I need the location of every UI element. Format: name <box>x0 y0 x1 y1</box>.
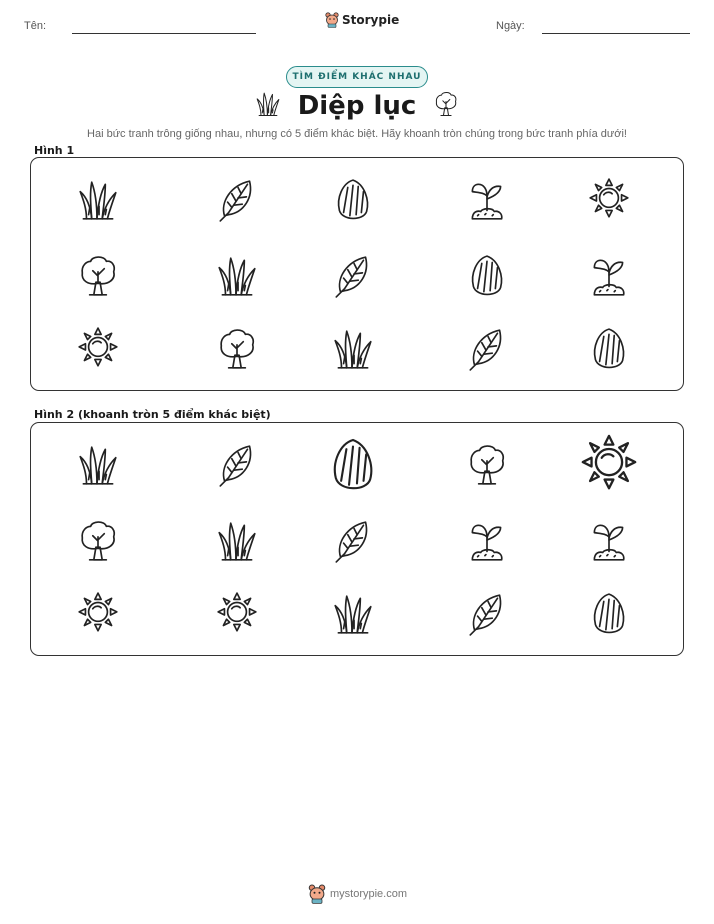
leaf-icon[interactable] <box>330 253 376 303</box>
footer <box>308 884 407 904</box>
grass-icon[interactable] <box>75 177 121 227</box>
grass-icon <box>254 90 282 122</box>
bear-logo-icon <box>325 12 339 28</box>
leaf-icon[interactable] <box>214 177 260 227</box>
leaf-icon[interactable] <box>330 518 376 568</box>
page-title: Diệp lục <box>297 91 417 121</box>
tree-icon[interactable] <box>75 253 121 303</box>
seed-icon[interactable] <box>586 326 632 376</box>
panel-2-label: Hình 2 (khoanh tròn 5 điểm khác biệt) <box>34 408 271 421</box>
tree-icon <box>432 90 460 122</box>
grass-icon[interactable] <box>75 442 121 492</box>
seed-icon[interactable] <box>324 436 382 498</box>
sprout-icon[interactable] <box>464 177 510 227</box>
tree-icon[interactable] <box>464 442 510 492</box>
picture-panel-1[interactable] <box>30 157 684 391</box>
name-label: Tên: <box>24 20 47 32</box>
seed-icon[interactable] <box>586 591 632 641</box>
title-row <box>0 90 714 122</box>
leaf-icon[interactable] <box>464 326 510 376</box>
sun-icon[interactable] <box>75 591 121 641</box>
date-label: Ngày: <box>496 20 525 32</box>
panel-1-label: Hình 1 <box>34 144 75 157</box>
tree-icon[interactable] <box>75 518 121 568</box>
brand-name: Storypie <box>342 13 400 27</box>
sun-icon[interactable] <box>577 433 641 501</box>
seed-icon[interactable] <box>330 177 376 227</box>
sprout-icon[interactable] <box>586 518 632 568</box>
date-line[interactable] <box>542 33 690 34</box>
sun-icon[interactable] <box>586 177 632 227</box>
seed-icon[interactable] <box>464 253 510 303</box>
grass-icon[interactable] <box>214 518 260 568</box>
grass-icon[interactable] <box>214 253 260 303</box>
bear-footer-icon <box>308 884 326 904</box>
sun-icon[interactable] <box>214 591 260 641</box>
leaf-icon[interactable] <box>214 442 260 492</box>
leaf-icon[interactable] <box>464 591 510 641</box>
worksheet-badge: TÌM ĐIỂM KHÁC NHAU <box>286 66 428 88</box>
grass-icon[interactable] <box>330 326 376 376</box>
sprout-icon[interactable] <box>464 518 510 568</box>
picture-panel-2[interactable] <box>30 422 684 656</box>
grass-icon[interactable] <box>330 591 376 641</box>
footer-url: mystorypie.com <box>330 888 408 900</box>
name-line[interactable] <box>72 33 256 34</box>
tree-icon[interactable] <box>214 326 260 376</box>
brand-logo <box>325 12 399 28</box>
sun-icon[interactable] <box>75 326 121 376</box>
sprout-icon[interactable] <box>586 253 632 303</box>
instructions-text: Hai bức tranh trông giống nhau, nhưng có 5 điểm khác biệt. Hãy khoanh tròn chúng trong bức tranh phía dưới! <box>87 128 627 140</box>
